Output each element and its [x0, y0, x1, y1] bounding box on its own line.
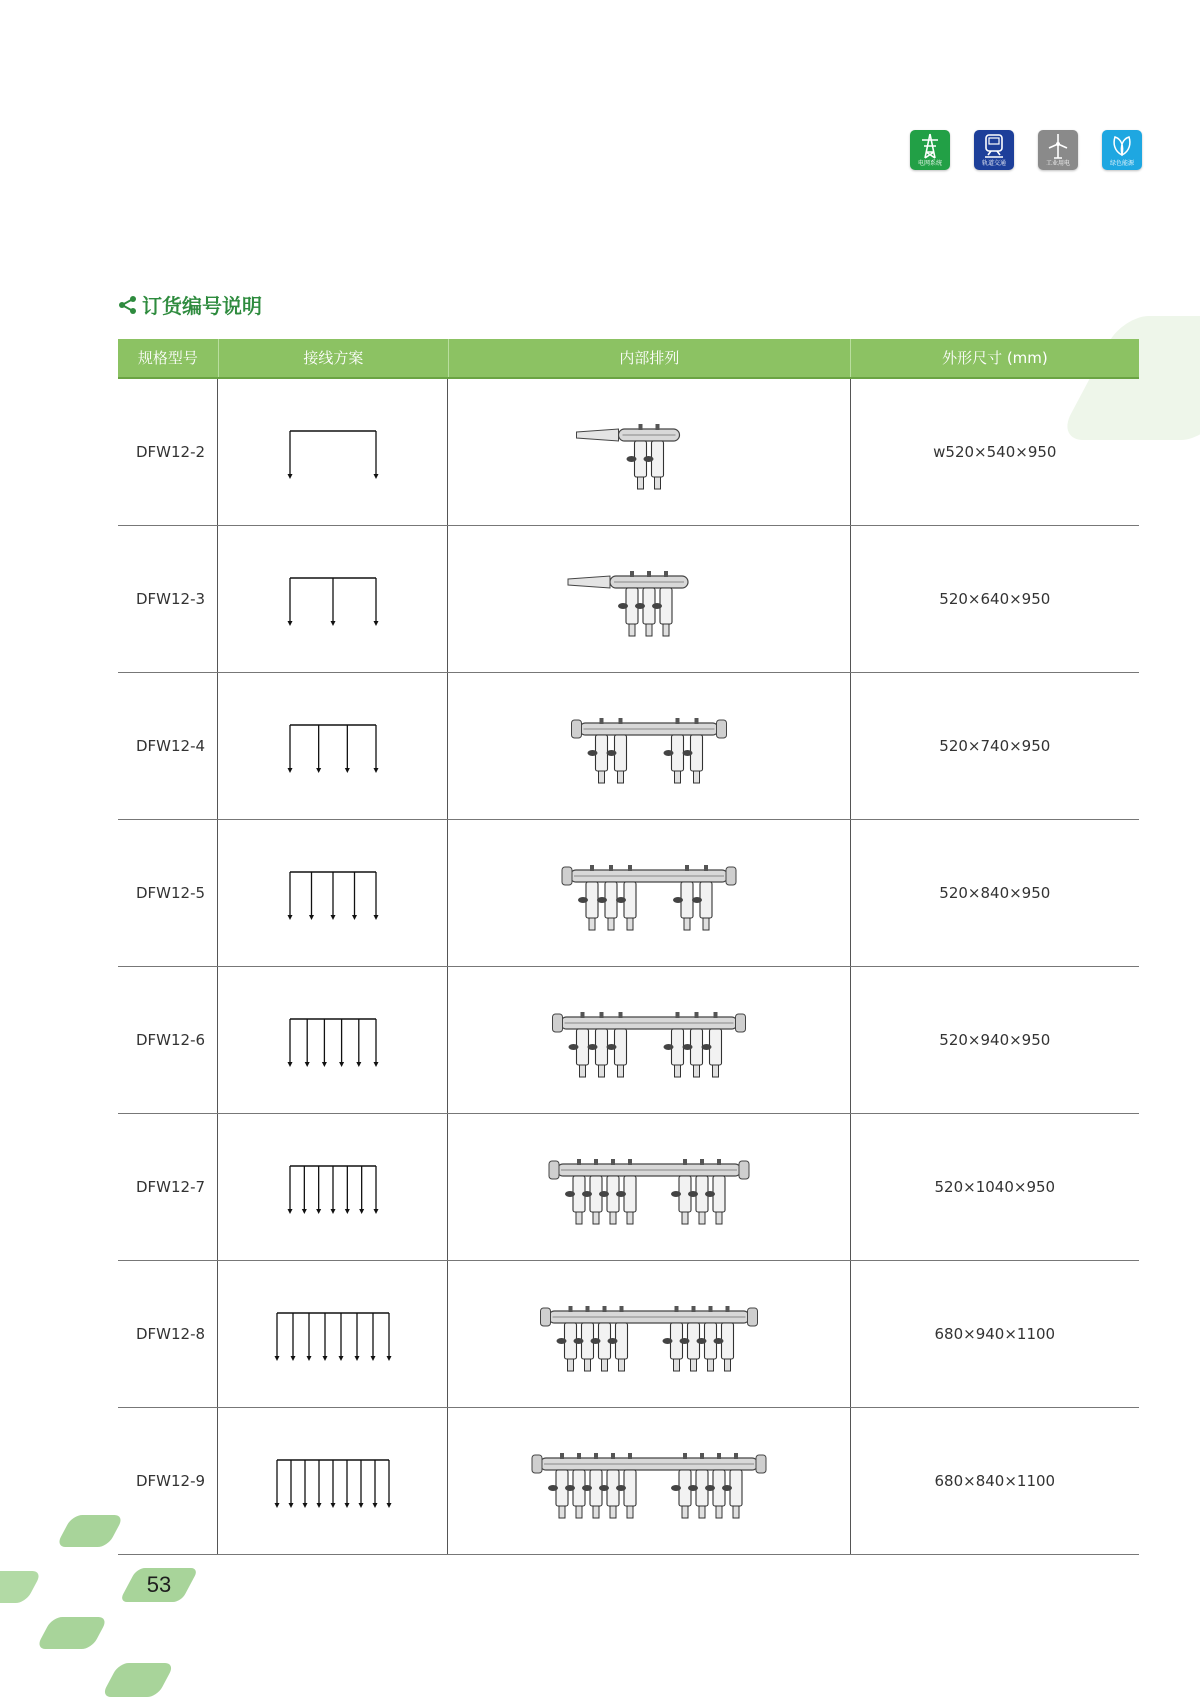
- outlet-line: [305, 1019, 310, 1067]
- decorative-shape: [35, 1617, 108, 1649]
- header-wiring-scheme: 接线方案: [219, 339, 449, 377]
- outlet-line: [386, 1313, 391, 1361]
- power-grid-icon: [910, 130, 950, 170]
- model-cell: DFW12-6: [118, 967, 218, 1113]
- table-body: [118, 379, 1139, 1555]
- power-grid-caption: 电网系统: [917, 160, 942, 167]
- outlet-line: [330, 1460, 335, 1508]
- outlet-line: [339, 1019, 344, 1067]
- decorative-shape: [0, 1571, 43, 1603]
- wiring-diagram: [218, 820, 448, 966]
- internal-arrangement-cell: [448, 673, 850, 819]
- table-row: [118, 1261, 1139, 1408]
- section-heading: [118, 290, 262, 319]
- switch-assembly: [562, 865, 736, 930]
- outlet-line: [330, 872, 335, 920]
- dimensions-cell: 520×940×950: [939, 1031, 1051, 1049]
- section-title: 订货编号说明: [142, 294, 262, 318]
- arrangement-illustration: [448, 1261, 850, 1407]
- arrangement-illustration: [448, 526, 850, 672]
- switch-assembly: [553, 1012, 746, 1077]
- outlet-line: [330, 1166, 335, 1214]
- table-row: [118, 1114, 1139, 1261]
- outlet-line: [330, 578, 335, 626]
- switch-assembly: [577, 424, 680, 489]
- table-row: [118, 1408, 1139, 1555]
- table-row: [118, 820, 1139, 967]
- arrangement-illustration: [448, 967, 850, 1113]
- wiring-scheme-cell: [218, 379, 449, 525]
- switch-assembly: [572, 718, 727, 783]
- model-cell: DFW12-8: [118, 1261, 218, 1407]
- outlet-line: [316, 1460, 321, 1508]
- internal-arrangement-cell: [448, 379, 850, 525]
- dimensions-cell: 520×1040×950: [934, 1178, 1056, 1196]
- table-row: [118, 967, 1139, 1114]
- outlet-line: [373, 578, 378, 626]
- outlet-line: [287, 1019, 292, 1067]
- wiring-diagram: [218, 379, 448, 525]
- decorative-shape: [55, 1515, 124, 1547]
- outlet-line: [287, 431, 292, 479]
- industrial-icon: [1038, 130, 1078, 170]
- wiring-scheme-cell: [218, 1408, 449, 1554]
- internal-arrangement-cell: [448, 526, 850, 672]
- outlet-line: [386, 1460, 391, 1508]
- outlet-line: [352, 872, 357, 920]
- outlet-line: [358, 1460, 363, 1508]
- arrangement-illustration: [448, 1114, 850, 1260]
- green-energy-caption: 绿色能源: [1109, 160, 1134, 167]
- outlet-line: [274, 1460, 279, 1508]
- switch-assembly: [549, 1159, 749, 1224]
- wiring-scheme-cell: [218, 967, 449, 1113]
- share-icon: [118, 295, 138, 315]
- wiring-scheme-cell: [218, 673, 449, 819]
- wiring-diagram: [218, 1261, 448, 1407]
- rail-transit-icon: [974, 130, 1014, 170]
- outlet-line: [344, 1460, 349, 1508]
- order-code-table: [118, 339, 1139, 1555]
- wiring-diagram: [218, 967, 448, 1113]
- dimensions-cell: 680×840×1100: [934, 1472, 1056, 1490]
- outlet-line: [372, 1460, 377, 1508]
- table-row: [118, 379, 1139, 526]
- outlet-line: [302, 1166, 307, 1214]
- outlet-line: [354, 1313, 359, 1361]
- internal-arrangement-cell: [448, 820, 850, 966]
- category-icons: [910, 130, 1142, 170]
- wiring-scheme-cell: [218, 1114, 449, 1260]
- outlet-line: [373, 1166, 378, 1214]
- outlet-line: [373, 431, 378, 479]
- outlet-line: [288, 1460, 293, 1508]
- arrangement-illustration: [448, 1408, 850, 1554]
- outlet-line: [370, 1313, 375, 1361]
- wiring-diagram: [218, 673, 448, 819]
- outlet-line: [287, 725, 292, 773]
- outlet-line: [338, 1313, 343, 1361]
- wiring-scheme-cell: [218, 526, 449, 672]
- model-cell: DFW12-2: [118, 379, 218, 525]
- outlet-line: [373, 872, 378, 920]
- model-cell: DFW12-5: [118, 820, 218, 966]
- dimensions-cell: 520×740×950: [939, 737, 1051, 755]
- model-cell: DFW12-9: [118, 1408, 218, 1554]
- model-cell: DFW12-7: [118, 1114, 218, 1260]
- internal-arrangement-cell: [448, 967, 850, 1113]
- header-model: 规格型号: [118, 339, 219, 377]
- outlet-line: [287, 1166, 292, 1214]
- outlet-line: [345, 725, 350, 773]
- outlet-line: [309, 872, 314, 920]
- outlet-line: [287, 872, 292, 920]
- model-cell: DFW12-3: [118, 526, 218, 672]
- switch-assembly: [532, 1453, 766, 1518]
- wiring-diagram: [218, 1114, 448, 1260]
- industrial-caption: 工业用电: [1045, 160, 1070, 167]
- arrangement-illustration: [448, 673, 850, 819]
- switch-assembly: [568, 571, 688, 636]
- arrangement-illustration: [448, 379, 850, 525]
- outlet-line: [373, 1019, 378, 1067]
- outlet-line: [345, 1166, 350, 1214]
- outlet-line: [316, 1166, 321, 1214]
- dimensions-cell: 680×940×1100: [934, 1325, 1056, 1343]
- internal-arrangement-cell: [448, 1114, 850, 1260]
- outlet-line: [302, 1460, 307, 1508]
- rail-transit-caption: 轨道交通: [981, 160, 1006, 167]
- model-cell: DFW12-4: [118, 673, 218, 819]
- arrangement-illustration: [448, 820, 850, 966]
- outlet-line: [359, 1166, 364, 1214]
- wiring-scheme-cell: [218, 1261, 449, 1407]
- switch-assembly: [541, 1306, 758, 1371]
- internal-arrangement-cell: [448, 1408, 850, 1554]
- page-number: 53: [146, 1572, 172, 1597]
- header-dimensions: 外形尺寸 (mm): [942, 349, 1048, 367]
- dimensions-cell: 520×840×950: [939, 884, 1051, 902]
- dimensions-cell: w520×540×950: [933, 443, 1057, 461]
- outlet-line: [287, 578, 292, 626]
- outlet-line: [316, 725, 321, 773]
- green-energy-icon: [1102, 130, 1142, 170]
- table-header: [118, 339, 1139, 379]
- outlet-line: [306, 1313, 311, 1361]
- outlet-line: [274, 1313, 279, 1361]
- header-internal-arrangement: 内部排列: [449, 339, 851, 377]
- outlet-line: [373, 725, 378, 773]
- table-row: [118, 526, 1139, 673]
- wiring-diagram: [218, 1408, 448, 1554]
- outlet-line: [356, 1019, 361, 1067]
- dimensions-cell: 520×640×950: [939, 590, 1051, 608]
- outlet-line: [290, 1313, 295, 1361]
- wiring-diagram: [218, 526, 448, 672]
- internal-arrangement-cell: [448, 1261, 850, 1407]
- wiring-scheme-cell: [218, 820, 449, 966]
- decorative-shape: [101, 1663, 175, 1697]
- table-row: [118, 673, 1139, 820]
- outlet-line: [322, 1019, 327, 1067]
- outlet-line: [322, 1313, 327, 1361]
